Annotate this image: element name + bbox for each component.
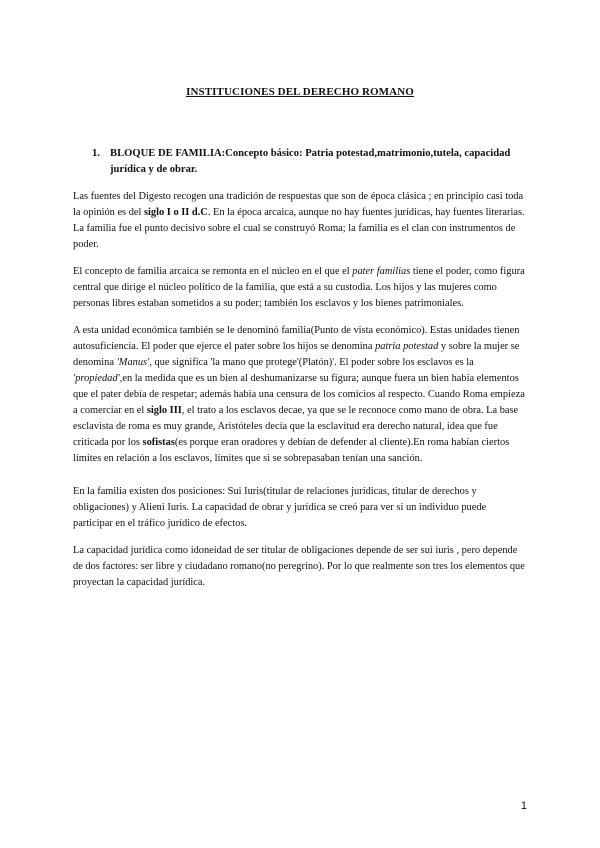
- section-heading: [92, 146, 512, 178]
- paragraph-positions: En la familia existen dos posiciones: Sui Iuris(titular de relaciones jurídicas, titular de derechos y obligaciones) y Alieni Iuris. La capacidad de obrar y jurídica se creó para ver si un individuo puede participar en el tráfico jurídico de efectos.: [73, 486, 487, 529]
- paragraph-text: Las fuentes del Digesto recogen una tradición de respuestas que son de época clásica ; en principio casi toda la opinión es del: [73, 191, 524, 218]
- paragraph-text: y sobre la mujer se denomina: [73, 341, 520, 368]
- paragraph-legal-capacity: La capacidad jurídica como idoneidad de ser titular de obligaciones depende de ser sui iuris , pero depende de dos factores: ser libre y ciudadano romano(no peregrino). Por lo que realmente son tres los elementos que proyectan la capacidad jurídica.: [73, 545, 525, 588]
- paragraph-economic-unit: [73, 323, 528, 467]
- emphasis-siglo-iii: siglo III: [146, 405, 182, 416]
- section-heading-text: BLOQUE DE FAMILIA:Concepto básico: Patria potestad,matrimonio,tutela, capacidad jurídica y de obrar.: [110, 148, 511, 175]
- paragraph-text: (es porque eran oradores y debían de defender al cliente).En roma habían ciertos límites en relación a los esclavos, límites que si se sobrepasaban tenían una sanción.: [73, 437, 510, 464]
- paragraph-text: , que significa 'la mano que protege'(Platón)'. El poder sobre los esclavos es la: [149, 357, 474, 368]
- emphasis-sofistas: sofistas: [142, 437, 175, 448]
- term-propiedad: 'propiedad': [73, 373, 120, 384]
- paragraph-text: tiene el poder, como figura central que dirige el núcleo político de la familia, que está a su custodia. Los hijos y las mujeres como personas libres estaban sometidos a su poder; también los esclavos y los bienes patrimoniales.: [73, 266, 525, 309]
- paragraph-text: . En la época arcaica, aunque no hay fuentes jurídicas, hay fuentes literarias. La familia fue el punto decisivo sobre el cual se construyó Roma; la familia es el clan con instrumentos de poder.: [73, 207, 525, 250]
- paragraph-text: El concepto de familia arcaica se remonta en el núcleo en el que el: [73, 266, 353, 277]
- paragraph-text: A esta unidad económica también se le denominó familia(Punto de vista económico). Estas unidades tienen autosuficiencia. El poder que ejerce el pater sobre los hijos se denomina: [73, 325, 520, 352]
- term-pater-familias: pater familias: [352, 266, 411, 277]
- paragraph-archaic-family: [73, 264, 528, 312]
- paragraph-sources: [73, 189, 528, 253]
- paragraph-text: ,en la medida que es un bien al deshumanizarse su figura; aunque fuera un bien había elementos que el pater debía de respetar; además había una censura de los comicios al respecto. Cuando Roma empieza a comerciar en el: [73, 373, 525, 416]
- term-patria-potestad: patria potestad: [375, 341, 439, 352]
- page-number: 1: [520, 800, 527, 812]
- emphasis-century: siglo I o II d.C: [144, 207, 208, 218]
- page-title: INSTITUCIONES DEL DERECHO ROMANO: [186, 86, 414, 98]
- term-manus: 'Manus': [116, 357, 150, 368]
- paragraph-text: , el trato a los esclavos decae, ya que se le reconoce como mano de obra. La base esclavista de roma es muy grande, Aristóteles decía que la esclavitud era derecho natural, idea que fue criticada por los: [73, 405, 519, 448]
- section-number: 1.: [92, 148, 100, 159]
